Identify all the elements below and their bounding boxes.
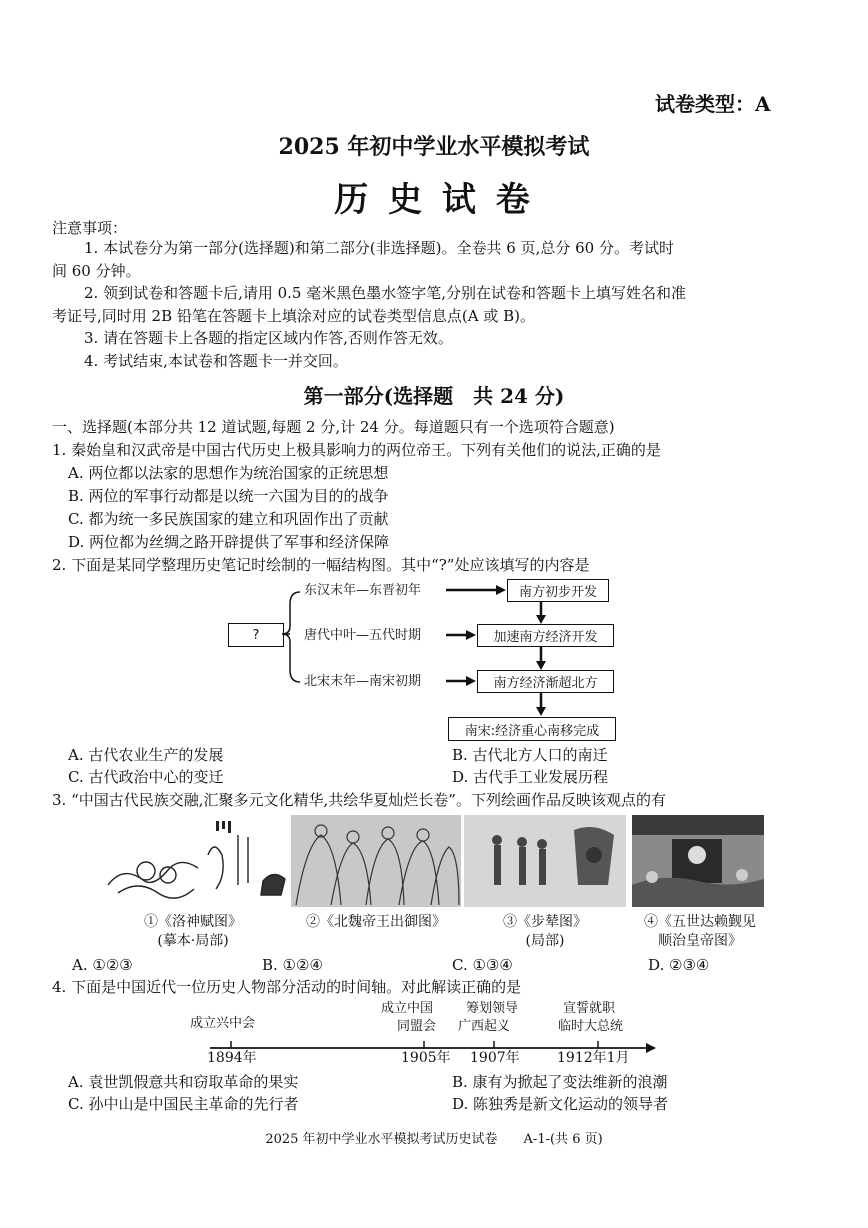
q4-option-b: B. 康有为掀起了变法维新的浪潮 <box>452 1073 668 1091</box>
q4-stem: 4. 下面是中国近代一位历史人物部分活动的时间轴。对此解读正确的是 <box>52 978 522 996</box>
exam-title: 2025 年初中学业水平模拟考试 <box>278 134 590 160</box>
timeline-year-1912: 1912年1月 <box>557 1050 630 1066</box>
timeline-year-1905: 1905年 <box>401 1050 451 1066</box>
diagram-period-1: 东汉末年—东晋初年 <box>304 583 422 598</box>
note-1-line1: 1. 本试卷分为第一部分(选择题)和第二部分(非选择题)。全卷共 6 页,总分 60 分。考试时 <box>84 239 674 257</box>
q4-option-d: D. 陈独秀是新文化运动的领导者 <box>452 1095 669 1113</box>
q2-stem: 2. 下面是某同学整理历史笔记时绘制的一幅结构图。其中“?”处应该填写的内容是 <box>52 556 590 574</box>
timeline-year-1894: 1894年 <box>207 1050 257 1066</box>
pic2-caption-line1: ②《北魏帝王出御图》 <box>306 914 446 930</box>
note-3: 3. 请在答题卡上各题的指定区域内作答,否则作答无效。 <box>84 329 453 347</box>
timeline-event-4-line2: 临时大总统 <box>558 1019 624 1034</box>
diagram-period-2: 唐代中叶—五代时期 <box>304 628 422 643</box>
q3-option-b: B. ①②④ <box>262 956 323 974</box>
pic3-caption-line2: (局部) <box>525 933 565 949</box>
pic1-caption-line1: ①《洛神赋图》 <box>144 914 242 930</box>
painting-dalai-shunzhi-image <box>632 815 764 907</box>
note-4: 4. 考试结束,本试卷和答题卡一并交回。 <box>84 352 348 370</box>
painting-luoshenfu-image <box>98 815 288 907</box>
diagram-result-2: 加速南方经济开发 <box>477 624 614 647</box>
q4-option-c: C. 孙中山是中国民主革命的先行者 <box>68 1095 299 1113</box>
q2-option-c: C. 古代政治中心的变迁 <box>68 768 224 786</box>
pic4-caption-line2: 顺治皇帝图》 <box>658 933 742 949</box>
diagram-question-box: ? <box>228 623 284 647</box>
q1-option-c: C. 都为统一多民族国家的建立和巩固作出了贡献 <box>68 510 389 528</box>
timeline-event-1: 成立兴中会 <box>190 1016 256 1031</box>
q1-option-b: B. 两位的军事行动都是以统一六国为目的的战争 <box>68 487 389 505</box>
part1-title: 第一部分(选择题 共 24 分) <box>303 384 565 408</box>
q1-stem: 1. 秦始皇和汉武帝是中国古代历史上极具影响力的两位帝王。下列有关他们的说法,正确的是 <box>52 441 661 459</box>
q2-option-b: B. 古代北方人口的南迁 <box>452 746 608 764</box>
pic1-caption-line2: (摹本·局部) <box>157 933 229 949</box>
diagram-result-4: 南宋:经济重心南移完成 <box>448 717 616 741</box>
subject-title: 历 史 试 卷 <box>334 180 534 220</box>
brace-line <box>282 592 300 682</box>
q3-stem: 3. “中国古代民族交融,汇聚多元文化精华,共绘华夏灿烂长卷”。下列绘画作品反映该观点的有 <box>52 791 666 809</box>
section1-intro: 一、选择题(本部分共 12 道试题,每题 2 分,计 24 分。每道题只有一个选项符合题意) <box>52 418 615 436</box>
diagram-result-3: 南方经济渐超北方 <box>477 670 614 693</box>
q2-option-d: D. 古代手工业发展历程 <box>452 768 609 786</box>
notes-heading: 注意事项： <box>52 219 128 237</box>
q3-option-a: A. ①②③ <box>72 956 133 974</box>
diagram-result-1: 南方初步开发 <box>507 579 609 602</box>
diagram-period-3: 北宋末年—南宋初期 <box>304 674 422 689</box>
q2-option-a: A. 古代农业生产的发展 <box>68 746 224 764</box>
timeline-event-2-line1: 成立中国 <box>381 1001 434 1016</box>
timeline-event-2-line2: 同盟会 <box>397 1019 437 1034</box>
paper-type: 试卷类型：A <box>655 92 771 116</box>
q1-option-d: D. 两位都为丝绸之路开辟提供了军事和经济保障 <box>68 533 390 551</box>
q2-structure-diagram <box>0 570 868 745</box>
note-1-line2: 间 60 分钟。 <box>52 262 141 280</box>
page-footer: 2025 年初中学业水平模拟考试历史试卷 A-1-(共 6 页) <box>265 1132 603 1147</box>
timeline-event-4-line1: 宣誓就职 <box>563 1001 616 1016</box>
painting-beiwei-emperor-image <box>291 815 461 907</box>
q3-option-c: C. ①③④ <box>452 956 513 974</box>
q3-option-d: D. ②③④ <box>648 956 710 974</box>
pic4-caption-line1: ④《五世达赖觐见 <box>644 914 756 930</box>
q4-option-a: A. 袁世凯假意共和窃取革命的果实 <box>68 1073 299 1091</box>
painting-bunian-image <box>464 815 626 907</box>
note-2-line1: 2. 领到试卷和答题卡后,请用 0.5 毫米黑色墨水签字笔,分别在试卷和答题卡上填写姓名和准 <box>84 284 687 302</box>
timeline-event-3-line1: 筹划领导 <box>466 1001 519 1016</box>
q1-option-a: A. 两位都以法家的思想作为统治国家的正统思想 <box>68 464 389 482</box>
pic3-caption-line1: ③《步辇图》 <box>503 914 587 930</box>
timeline-event-3-line2: 广西起义 <box>458 1019 511 1034</box>
note-2-line2: 考证号,同时用 2B 铅笔在答题卡上填涂对应的试卷类型信息点(A 或 B)。 <box>52 307 535 325</box>
timeline-year-1907: 1907年 <box>470 1050 520 1066</box>
